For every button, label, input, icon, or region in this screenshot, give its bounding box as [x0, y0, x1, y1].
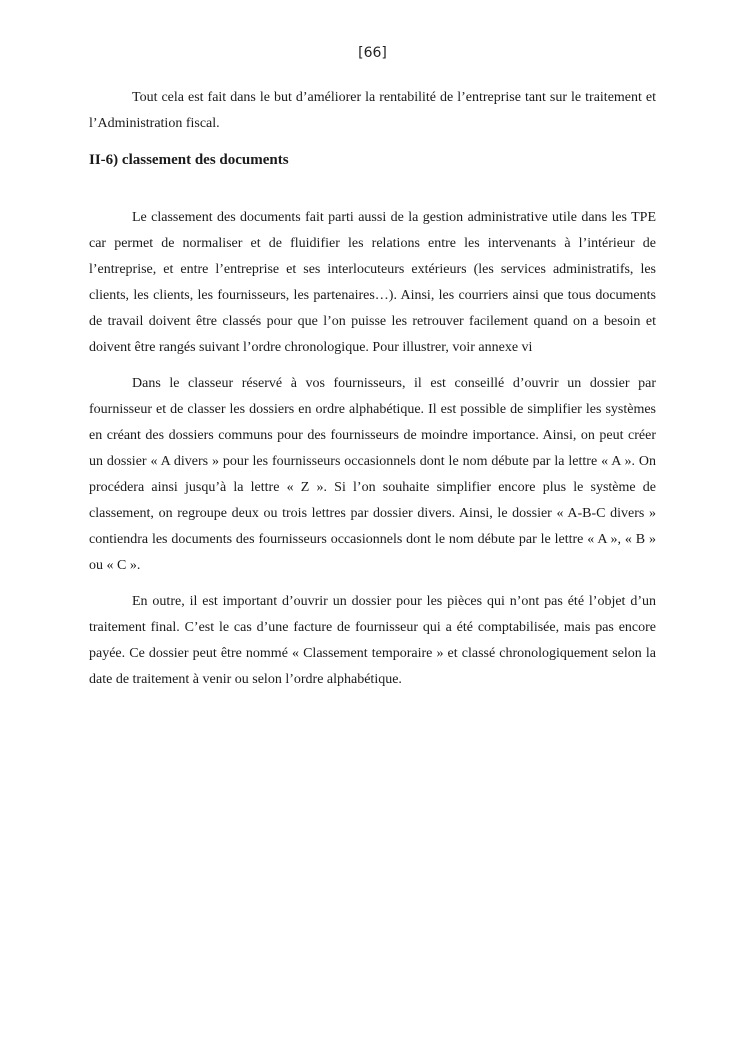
paragraph-classement: Le classement des documents fait parti aussi de la gestion administrative utile dans les TPE car permet de normaliser et de fluidifier les relations entre les intervenants à l’intérieur de l’entreprise, et entre l’entreprise et ses interlocuteurs extérieurs (les services administratifs, les clients, les clients, les fournisseurs, les partenaires…). Ainsi, les courriers ainsi que tous documents de travail doivent être classés pour que l’on puisse les retrouver facilement quand on a besoin et doivent être rangés suivant l’ordre chronologique. Pour illustrer, voir annexe vi [89, 210, 656, 355]
document-body [89, 85, 656, 693]
paragraph-classeur-fournisseurs: Dans le classeur réservé à vos fournisseurs, il est conseillé d’ouvrir un dossier par fournisseur et de classer les dossiers en ordre alphabétique. Il est possible de simplifier les systèmes en créant des dossiers communs pour des fournisseurs de moindre importance. Ainsi, on peut créer un dossier « A divers » pour les fournisseurs occasionnels dont le nom débute par la lettre « A ». On procédera ainsi jusqu’à la lettre « Z ». Si l’on souhaite simplifier encore plus le système de classement, on regroupe deux ou trois lettres par dossier divers. Ainsi, le dossier « A-B-C divers » contiendra les documents des fournisseurs occasionnels dont le nom débute par le lettre « A », « B » ou « C ». [89, 376, 656, 573]
section-heading: II-6) classement des documents [89, 152, 289, 168]
paragraph-classement-temporaire: En outre, il est important d’ouvrir un dossier pour les pièces qui n’ont pas été l’objet d’un traitement final. C’est le cas d’une facture de fournisseur qui a été comptabilisée, mais pas encore payée. Ce dossier peut être nommé « Classement temporaire » et classé chronologiquement selon la date de traitement à venir ou selon l’ordre alphabétique. [89, 594, 656, 687]
page-number: [66] [358, 45, 387, 61]
paragraph-intro: Tout cela est fait dans le but d’améliorer la rentabilité de l’entreprise tant sur le traitement et l’Administration fiscal. [89, 90, 656, 131]
